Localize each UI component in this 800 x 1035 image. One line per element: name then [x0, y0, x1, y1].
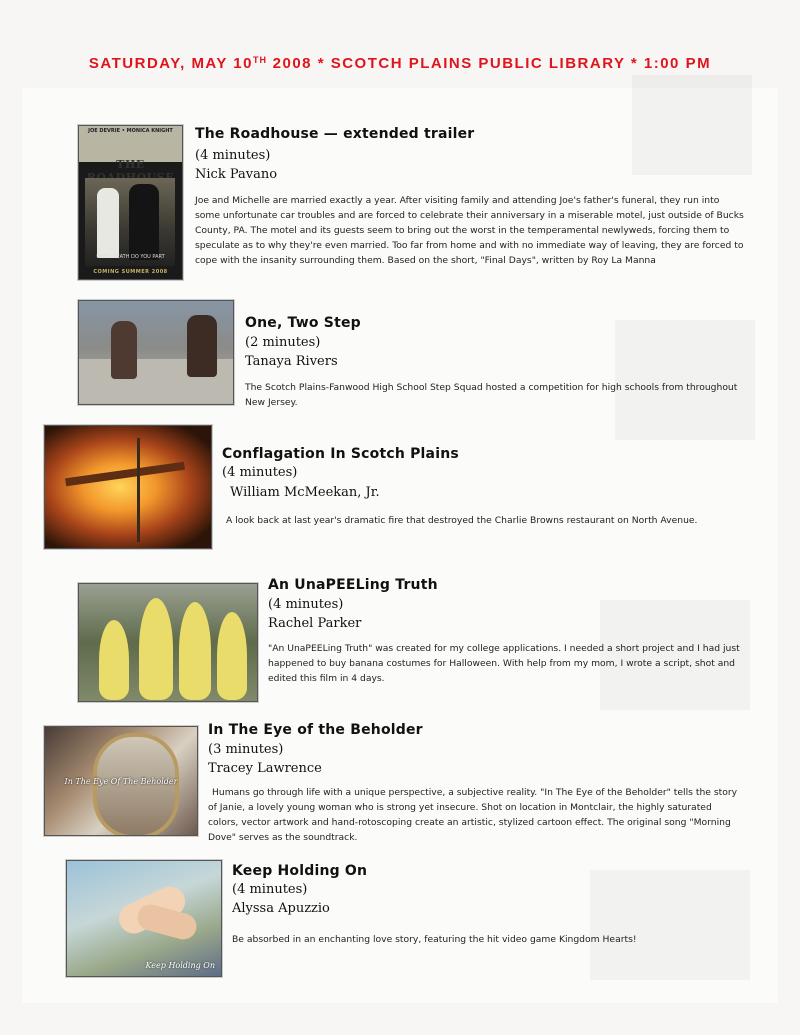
film-duration: (4 minutes)	[195, 148, 271, 163]
film-description: "An UnaPEELing Truth" was created for my college applications. I needed a short project and I had just happened to buy banana costumes for Halloween. With help from my mom, I wrote a script, shot and edited this film in 4 days.	[268, 643, 740, 684]
film-duration: (4 minutes)	[222, 465, 298, 480]
film-description: Humans go through life with a unique perspective, a subjective reality. "In The Eye of the Beholder" tells the story of Janie, a lovely young woman who is strong yet insecure. Shot on location in Montclair, the highly saturated colors, vector artwork and hand-rotoscoping create an artistic, stylized cartoon effect. The original song "Morning Dove" serves as the soundtrack.	[208, 787, 738, 843]
poster-tagline: UNTIL DEATH DO YOU PART	[96, 254, 165, 260]
header-date-suffix: TH	[252, 55, 267, 65]
film-title: One, Two Step	[245, 315, 361, 331]
film-author: Alyssa Apuzzio	[232, 901, 330, 916]
film-author: Rachel Parker	[268, 616, 362, 631]
film-title: In The Eye of the Beholder	[208, 722, 423, 738]
beholder-image	[44, 726, 198, 836]
header-location-time: 2008 * SCOTCH PLAINS PUBLIC LIBRARY * 1:00 PM	[266, 55, 712, 72]
film-duration: (4 minutes)	[232, 882, 308, 897]
film-description: The Scotch Plains-Fanwood High School Step Squad hosted a competition for high schools from throughout New Jersey.	[245, 382, 738, 408]
film-duration: (4 minutes)	[268, 597, 344, 612]
film-author: Nick Pavano	[195, 167, 278, 182]
poster-cast-names: JOE DEVRIE • MONICA KNIGHT	[88, 128, 173, 134]
film-duration: (2 minutes)	[245, 335, 321, 350]
poster-release: COMING SUMMER 2008	[93, 269, 168, 275]
film-duration: (3 minutes)	[208, 742, 284, 757]
banana-costumes-image	[78, 583, 258, 702]
roadhouse-poster-image	[78, 125, 183, 280]
film-author: Tracey Lawrence	[208, 761, 322, 776]
ghost-block	[590, 870, 750, 980]
beholder-thumb-caption: In The Eye Of The Beholder	[64, 777, 178, 786]
holding-thumb-caption: Keep Holding On	[145, 961, 215, 970]
ghost-block	[632, 75, 752, 175]
fire-image	[44, 425, 212, 549]
film-author: William McMeekan, Jr.	[230, 485, 380, 500]
keep-holding-on-image	[66, 860, 222, 977]
film-title: An UnaPEELing Truth	[268, 577, 438, 593]
film-title: Keep Holding On	[232, 863, 368, 879]
step-squad-image	[78, 300, 234, 405]
film-description: A look back at last year's dramatic fire that destroyed the Charlie Browns restaurant on North Avenue.	[226, 515, 698, 526]
film-author: Tanaya Rivers	[245, 354, 338, 369]
film-title: The Roadhouse — extended trailer	[195, 126, 475, 142]
film-description: Joe and Michelle are married exactly a year. After visiting family and attending Joe's father's funeral, they run into some unfortunate car troubles and are forced to celebrate their anniversary in a miserable motel, just outside of Bucks County, PA. The motel and its guests seem to bring out the worst in the temperamental newlyweds, forcing them to speculate as to why they're even married. Too far from home and with no immediate way of leaving, they are forced to cope with the insanity surrounding them. Based on the short, "Final Days", written by Roy La Manna	[195, 195, 744, 266]
film-description: Be absorbed in an enchanting love story, featuring the hit video game Kingdom Hearts!	[232, 934, 637, 945]
film-title: Conflagation In Scotch Plains	[222, 446, 459, 462]
event-header	[0, 55, 800, 72]
header-date: SATURDAY, MAY 10	[88, 55, 253, 72]
poster-title: THE	[116, 158, 145, 171]
